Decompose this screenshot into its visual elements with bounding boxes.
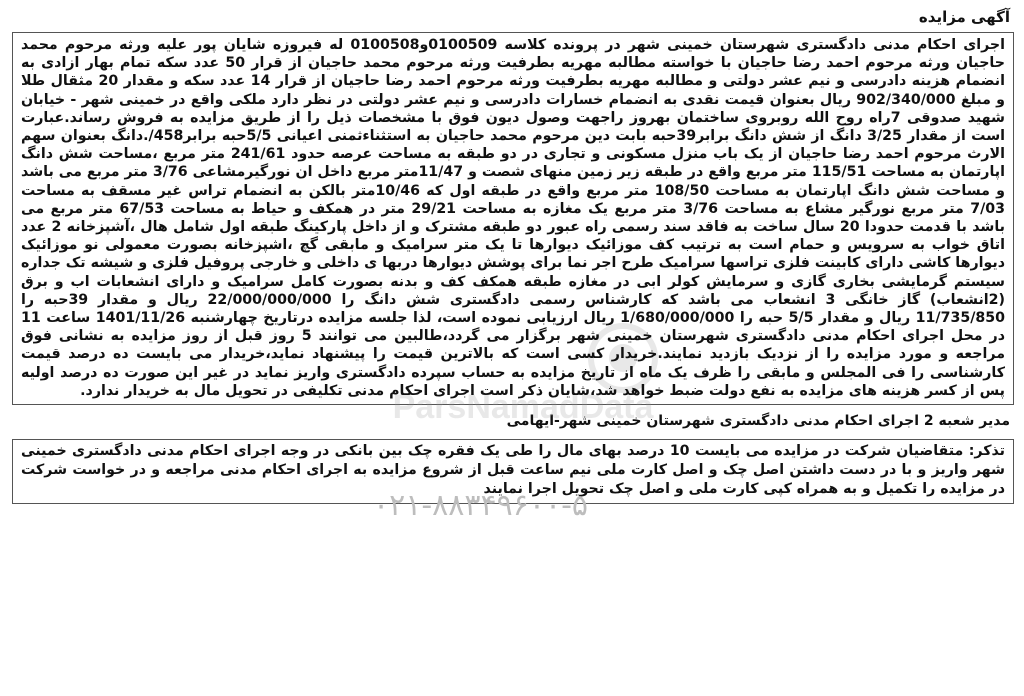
notice-body-text: اجرای احکام مدنی دادگستری شهرستان خمینی شهر در پرونده کلاسه 0100509و0100508 له فیروزه شایان پور علیه ورثه مرحوم محمد حاجیان ورثه مرحوم احمد رضا حاجیان با خواسته مطالبه مهریه بطرفیت ورثه مرحوم محمد حاجیان از قرار 50 عدد سکه تمام بهار ازادی به انضمام هزینه دادرسی و نیم عشر دولتی و مطالبه مهریه بطرفیت ورثه مرحوم احمد رضا حاجیان از قرار 14 عدد سکه و مقدار 20 مثقال طلا و مبلغ 902/340/000 ریال بعنوان قیمت نقدی به انضمام خسارات دادرسی و نیم عشر دولتی در نظر دارد ملکی واقع در خمینی شهر - خیابان شهید صدوقی 7راه روح الله روبروی ساختمان بهروز راجهت وصول دیون فوق با مشخصات ذیل را از طریق مزایده به فروش رساند.عبارت است از مقدار 3/25 دانگ از شش دانگ برابر39حبه بابت دین مرحوم محمد حاجیان به استثناءثمنی اعیانی 5/5حبه برابر458/.دانگ بعنوان سهم الارث مرحوم احمد رضا حاجیان از یک باب منزل مسکونی و تجاری در دو طبقه به مساحت عرصه حدود 241/61 متر مربع ،مساحت شش دانگ اپارتمان به مساحت 115/51 متر مربع واقع در طبقه زیر زمین منهای شصت و 11/47متر مربع داخل ان نورگیرمشاعی 3/76 متر مربع می باشد و مساحت شش دانگ اپارتمان به مساحت 108/50 متر مربع واقع در طبقه اول که 10/46متر بالکن به انضمام تراس غیر مسقف به مساحت 7/03 متر مربع نورگیر مشاع به مساحت 3/76 متر مربع یک مغازه به مساحت 29/21 متر در همکف و حیاط به مساحت 67/53 متر مربع می باشد با قدمت حدودا 20 سال ساخت به فاقد سند رسمی راه عبور دو طبقه مشترک و از داخل پارکینگ طبقه اول شامل هال ،آشپزخانه 2 عدد اتاق خواب به سرویس و حمام است به ترتیب کف موزائیک دیوارها تا یک متر سرامیک و مابقی گچ ،اشپزخانه بصورت معمولی نو موزائیک دیوارها کاشی دارای کابینت فلزی تراسها سرامیک طرح اجر نما برای پوشش دیوارها دربها ی داخلی و خارجی پروفیل فلزی و شیشه تک جداره سیستم گرمایشی بخاری گازی و سرمایش کولر ابی در مغازه طبقه همکف کف و بدنه بصورت کامل سرامیک و دارای انشعابات اب و برق (2انشعاب) گاز خانگی 3 انشعاب می باشد که کارشناس رسمی دادگستری شش دانگ را 22/000/000/000 ریال و مقدار 39حبه را 11/735/850 ریال و مقدار 5/5 حبه را 1/680/000/000 ریال ارزیابی نموده است، لذا جلسه مزایده درتاریخ چهارشنبه 1401/11/26 ساعت 11 در محل اجرای احکام مدنی دادگستری شهرستان خمینی شهر برگزار می گردد،طالبین می توانند 5 روز قبل از روز مزایده به نشانی فوق مراجعه و مورد مزایده را از نزدیک بازدید نمایند.خریدار کسی است که بالاترین قیمت را پیشنهاد نماید،خریدار می بایست ده درصد قیمت کارشناسی را فی المجلس و مابقی را ظرف یک ماه از تاریخ مزایده به حساب سپرده دادگستری واریز نماید در غیر این صورت ده درصد اولیه پس از کسر هزینه های مزایده به نفع دولت ضبط خواهد شد،شایان ذکر است اجرای احکام مدنی تکلیفی در تحویل مال به خریدار ندارد.: [21, 37, 1006, 399]
notice-signature: مدیر شعبه 2 اجرای احکام مدنی دادگستری شهرستان خمینی شهر-ایهامی: [506, 413, 1010, 430]
watermark-brand-text: ParsNamadData: [392, 388, 654, 426]
notice-reminder-text: تذکر: متقاضیان شرکت در مزایده می بایست 10 درصد بهای مال را طی یک فقره چک بین بانکی در وجه اجرای احکام مدنی دادگستری خمینی شهر واریز و با در دست داشتن اصل چک و اصل کارت ملی نیم ساعت قبل از شروع مزایده به اجرای احکام مدنی مراجعه و در خواست شرکت در مزایده را تکمیل و به همراه کپی کارت ملی و اصل چک تحویل اجرا نمایند: [21, 443, 1005, 498]
watermark-phone: ۰۲۱-۸۸۳۴۹۶۰۰-۵: [373, 488, 589, 523]
notice-title: آگهی مزایده: [918, 8, 1010, 26]
